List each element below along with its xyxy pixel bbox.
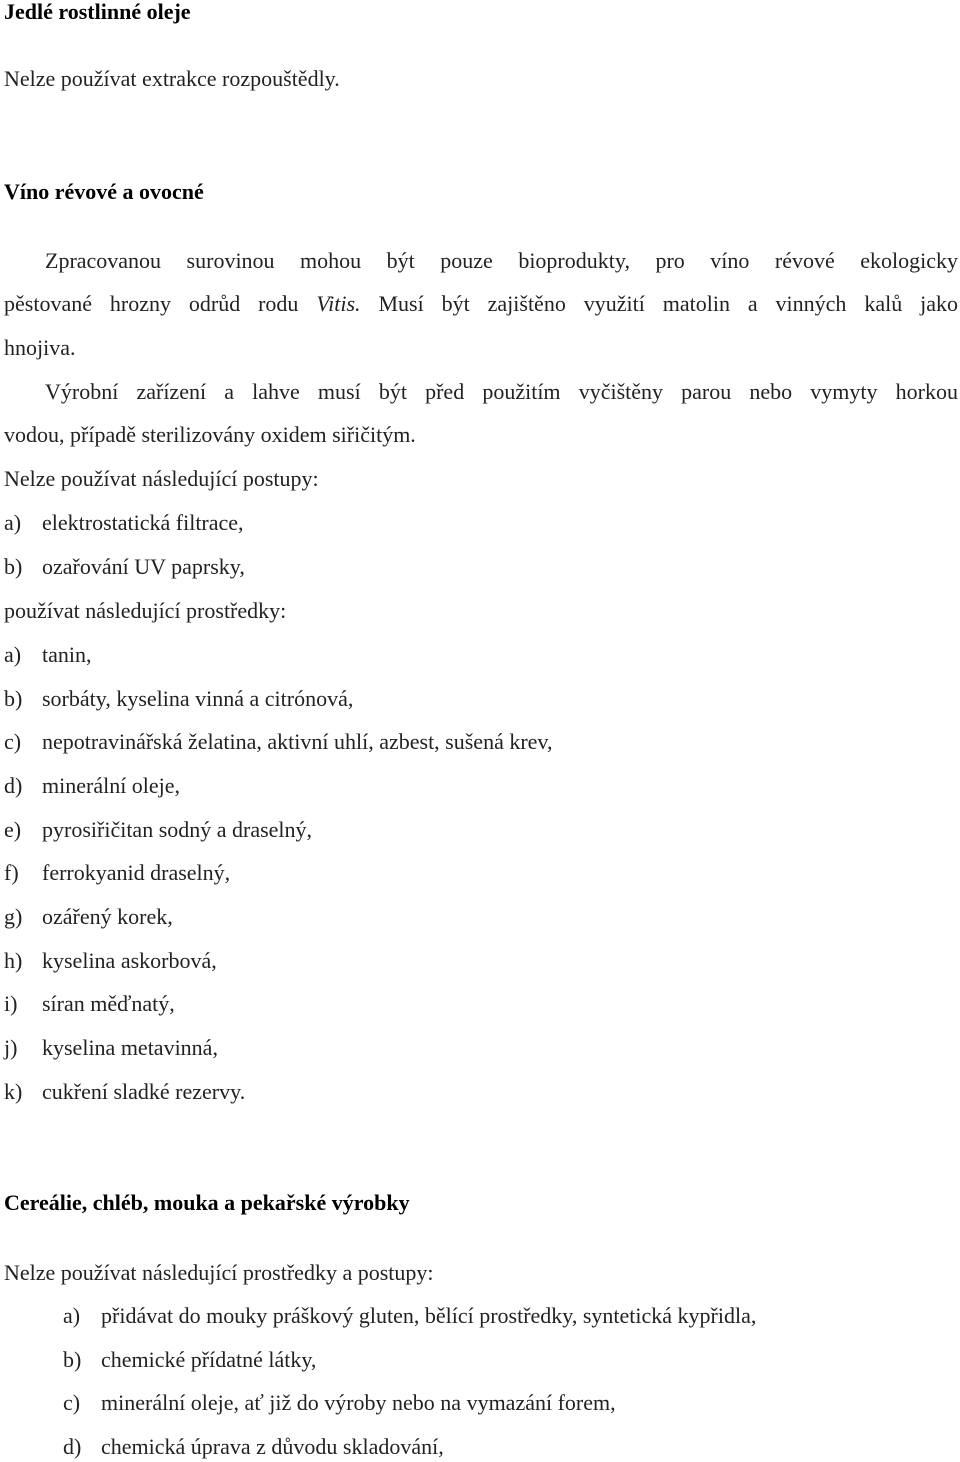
list-marker: a) [63,1303,81,1328]
list-text: kyselina askorbová, [42,948,217,973]
heading-cereals: Cereálie, chléb, mouka a pekařské výrobky [4,1190,410,1215]
wine-para2-line1: Výrobní zařízení a lahve musí být před použitím vyčištěny parou nebo vymyty horkou [45,379,958,404]
list-marker: d) [4,773,23,798]
list-item [4,946,217,976]
list-marker: k) [4,1079,23,1104]
genus-vitis: Vitis. [316,291,361,316]
list-item [4,640,92,670]
list-marker: d) [63,1434,82,1459]
list-text: cukření sladké rezervy. [42,1079,246,1104]
wine-para2-line2: vodou, případě sterilizovány oxidem siřičitým. [4,422,416,447]
list-marker: i) [4,991,18,1016]
list-text: minerální oleje, [42,773,181,798]
list-item [63,1388,616,1418]
heading-edible-oils: Jedlé rostlinné oleje [4,0,191,24]
list-marker: c) [63,1390,81,1415]
list-marker: c) [4,729,22,754]
list-text: ozařování UV paprsky, [42,554,245,579]
list-text: síran měďnatý, [42,991,175,1016]
list-text: pyrosiřičitan sodný a draselný, [42,817,313,842]
list-marker: a) [4,642,22,667]
agents-intro: používat následující prostředky: [4,598,287,623]
list-text: ferrokyanid draselný, [42,860,231,885]
list-text: tanin, [42,642,92,667]
list-marker: f) [4,860,19,885]
list-item [63,1301,756,1331]
list-item [4,1077,245,1107]
list-marker: b) [63,1347,82,1372]
list-item [4,858,230,888]
list-marker: e) [4,817,22,842]
list-item [4,552,245,582]
wine-para1-line3: hnojiva. [4,335,76,360]
list-marker: j) [4,1035,18,1060]
wine-para1-line2 [4,289,958,319]
list-text: minerální oleje, ať již do výroby nebo na vymazání forem, [101,1390,616,1415]
list-item [4,508,244,538]
wine-para1-line2-after: Musí být zajištěno využití matolin a vinných kalů jako [360,291,958,316]
list-item [4,771,180,801]
list-item [4,727,553,757]
list-item [4,989,175,1019]
list-marker: a) [4,510,22,535]
list-item [4,902,173,932]
list-text: přidávat do mouky práškový gluten, bělící prostředky, syntetická kypřidla, [101,1303,757,1328]
list-text: chemická úprava z důvodu skladování, [101,1434,444,1459]
heading-wine: Víno révové a ovocné [4,179,204,204]
list-text: nepotravinářská želatina, aktivní uhlí, azbest, sušená krev, [42,729,553,754]
list-text: elektrostatická filtrace, [42,510,244,535]
edible-oils-text: Nelze používat extrakce rozpouštědly. [4,66,340,91]
list-marker: b) [4,686,23,711]
list-item [4,815,312,845]
list-marker: h) [4,948,23,973]
procedures-intro: Nelze používat následující postupy: [4,466,319,491]
list-marker: g) [4,904,23,929]
list-text: sorbáty, kyselina vinná a citrónová, [42,686,354,711]
wine-para1-line2-before: pěstované hrozny odrůd rodu [4,291,317,316]
list-text: kyselina metavinná, [42,1035,218,1060]
list-item [63,1345,316,1375]
cereals-intro: Nelze používat následující prostředky a postupy: [4,1260,434,1285]
list-item [63,1432,444,1462]
list-item [4,684,353,714]
list-item [4,1033,218,1063]
list-text: chemické přídatné látky, [101,1347,317,1372]
wine-para1-line1: Zpracovanou surovinou mohou být pouze bioprodukty, pro víno révové ekologicky [45,248,958,273]
list-text: ozářený korek, [42,904,173,929]
list-marker: b) [4,554,23,579]
